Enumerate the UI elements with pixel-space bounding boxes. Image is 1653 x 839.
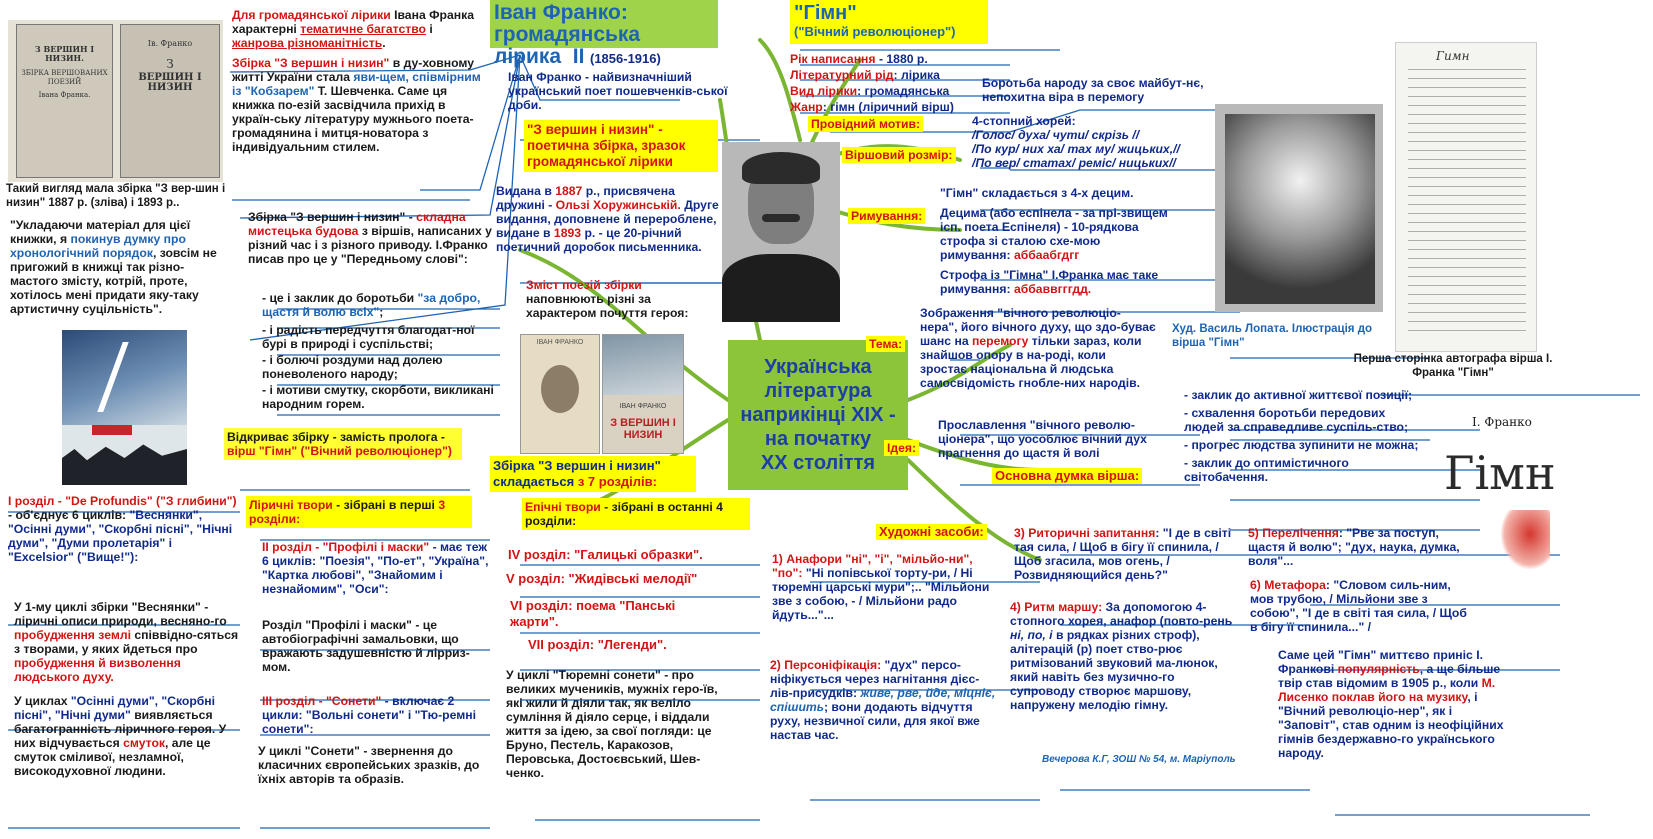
art1-a: 1) Анафори "ні", "і", "мільйо-ни", "по": [772,552,973,580]
rhyme2-c: аббаабгдгг [1013,248,1080,262]
art-3 [1014,526,1246,582]
franko-portrait [722,142,840,322]
theme-text [920,306,1156,390]
hymn-title-line1: "Гімн" [794,2,857,24]
author-signature: Вечерова К.Г, ЗОШ № 54, м. Маріуполь [1042,754,1236,765]
art6-a: 6) Метафора [1250,578,1326,592]
s2-b: - має теж 6 циклів: "Поезія", "По-ет", "Україна", "Картка любові", "Знайомим і незнайомим", "Оси": [262,540,489,596]
art2-b: "дух" персо-ніфікується через нагнітання дієс-лів-присудків: [770,658,980,700]
quote-b: покинув думку про хронологічний порядок [10,232,186,260]
fact-genre-label: Жанр [790,100,823,114]
book-caption: Такий вигляд мала збірка "З вер-шин і низин" 1887 р. (зліва) і 1893 р.. [6,183,226,209]
idea-text: Прославлення "вічного револю-ціонера", що уособлює вічний дух прагнення до щастя й волі [938,418,1147,460]
book2-preposition: З [166,57,174,71]
collection-def-l2: - поетична збірка, зразок громадянської лірики [527,122,686,169]
s1s-a: У 1-му циклі збірки "Веснянки" - [14,600,209,614]
autograph-caption: Перша сторінка автографа вірша І. Франка "Гімн" [1353,353,1553,379]
section-6: VI розділ: поема "Панські жарти". [510,598,676,629]
section-1-spring [14,600,242,684]
intro-p2d: Т. Шевченка. Саме ця книжка по-езій засвідчила прихід в україн-ську літературу мужнього поета-громадянина і митця-новатора з індивідуальним стилем. [232,84,474,154]
main-idea-1: - заклик до активної життєвої позиції; [1184,388,1413,402]
rhyme-1: "Гімн" складається з 4-х децим. [940,186,1134,200]
crowd-silhouette [62,440,187,485]
sections-a: Збірка "З вершин і низин" [493,458,661,473]
meter-line-2: /Голос/ духа/ чути/ скрізь // [972,128,1140,142]
main-idea-4: - заклик до оптимістичного світобачення. [1184,456,1349,484]
motive-text: Боротьба народу за своє майбут-нє, непохитна віра в перемогу [982,76,1204,104]
hymn-title-line2: ("Вічний революціонер") [794,24,956,39]
book-image-small-2 [602,334,684,454]
art-6 [1250,578,1475,634]
art-1 [772,552,998,622]
small-book1-portrait [541,365,579,413]
meter-text [972,114,1212,170]
franko-intro: Іван Франко - найвизначніший український поет пошевченків-ської доби. [508,70,728,112]
s1s-e: пробудження й визволення людського духу. [14,656,181,684]
art1-b: "Ні попівської торту-ри, / Ні тюремні царські мури";.. "Мільйони зве з собою, - / Мільйони радо йдуть..."... [772,566,990,622]
s1-a: І розділ - "De Profundis" ("З глибини") [8,494,237,508]
center-line-4: на початку [764,428,872,450]
section-2-desc: Розділ "Профілі і маски" - це автобіографічні замальовки, що вражають задушевністю й лірриз-мом. [262,618,470,674]
book-cover-1887 [16,24,113,178]
structure-c: з віршів, написаних у різний час і з різного приводу. І.Франко писав про це у "Передньому слові": [248,224,492,266]
small-book2-title: З ВЕРШИН І НИЗИН [610,417,676,441]
s1a-d: смуток [123,736,165,750]
art4-c: ні, по, і [1010,628,1053,642]
pub-g: р. - це 20-річний поетичний доробок письменника. [496,226,702,254]
book1-title: З ВЕРШИН І НИЗИН. [34,44,95,63]
autograph-title: Гимн [1436,49,1470,63]
prison-sonnets: У циклі "Тюремні сонети" - про великих мучеників, мужніх геро-їв, які жили й діяли так, як веліло сумління й діяло серце, і віддали життя за ідею, за свої погляди: це Бруно, Пестель, Каракозов, Перовська, Достоєвський, Шев-ченко. [506,668,718,780]
epic-works-box [522,498,750,530]
illustration-figure [1225,114,1375,304]
book2-author: Ів. Франко [147,39,193,48]
fame-d: М. Лисенко поклав його на музику [1278,676,1496,704]
s1-c: "Веснянки", "Осінні думи", "Скорбні пісні", "Нічні думи", "Думи пролетарія" і "Excelsior" ("Вище!"): [8,508,233,564]
art-label: Художні засоби: [876,524,987,540]
main-idea-list [1184,388,1422,484]
art2-a: 2) Персоніфікація: [770,658,882,672]
rhyme2-b: (або еспінела - за прі-звищем ісп. поета Еспінеля) - 10-рядкова строфа зі сталою схе-мою римування: [940,206,1168,262]
feeling-1b: "за добро, щастя й волю всіх" [262,291,481,319]
cover-title: Гімн [1444,446,1556,500]
section-3-desc: У циклі "Сонети" - звернення до класичних європейських зразків, до їхніх авторів та образів. [258,744,480,786]
art-2 [770,658,998,742]
meter-label: Віршовий розмір: [842,147,956,163]
intro-p1d: і [429,22,433,36]
art5-a: 5) Перелічення [1248,526,1339,540]
center-line-5: ХХ століття [760,452,876,474]
central-topic [728,340,908,490]
title-line2: громадянська лірика [494,23,641,68]
feelings-list [262,291,500,411]
feeling-1a: - це і заклик до боротьби [262,291,415,305]
art5-b: : "Рве за поступ, щастя й волю"; "дух, наука, думка, воля"... [1248,526,1460,568]
title-line1: Іван Франко: [494,1,628,24]
poster-illustration [62,330,187,485]
sections-b: складається [493,474,575,489]
autograph-page [1395,42,1537,352]
hymn-fame [1278,648,1512,760]
s1a-b: "Осінні думи", "Скорбні пісні", "Нічні думи" [14,694,216,722]
intro-p1c: тематичне багатство [300,22,426,36]
rhyme3-a: Строфа із "Гімна" І.Франка має таке римування: [940,268,1159,296]
fame-b: популярність [1337,662,1420,676]
autograph-handwriting [1408,69,1526,339]
lopata-illustration [1215,104,1383,312]
book-cover-1893 [120,24,220,178]
epic-b: - зібрані в останні 4 розділи: [525,500,723,528]
section-2 [262,540,490,596]
red-flag-icon [92,425,132,435]
pub-d: Ользі Хоружинській. [555,198,681,212]
art-4 [1010,600,1242,712]
intro-p2a: Збірка "З вершин і низин" [232,56,390,70]
s1s-b: ліричні описи природи, весняно-го [14,614,227,628]
s3-a: ІІІ розділ - "Сонети" [262,694,382,708]
fact-genus-value: : лірика [893,68,940,82]
content-heading [526,278,716,320]
publication-info [496,184,720,254]
art6-b: : "Словом силь-ним, мов трубою, / Мільйони зве з собою", "І де в світі тая сила, / Щоб в бігу її спинила..." / [1250,578,1467,634]
pub-e: Друге видання, доповнене й перероблене, видане в [496,198,719,240]
intro-text: Для громадянської лірики Івана Франка характерні тематичне багатство і жанрова різноманітність. Збірка "З вершин і низин" в ду-ховному житті України стала яви-щем, співмірним із "Кобзарем" Т. Шевченка. Саме ця книжка по-езій засвідчила прихід в україн-ську літературу мужнього поета-громадянина і митця-новатора з індивідуальним стилем. [232,8,481,154]
lyric-works-box [246,496,472,528]
meter-line-4: /По вер/ статах/ реміс/ ницьких// [972,156,1176,170]
center-line-2: література [764,380,872,402]
feeling-4: - і мотиви смутку, скорботи, викликані народним горем. [262,383,494,411]
content-b: наповнюють різні за характером почуття героя: [526,292,689,320]
book2-title: ВЕРШИН І НИЗИН [138,72,202,93]
small-book2-mountains [603,335,683,395]
book-image-small-1 [520,334,600,454]
main-idea-3: - прогрес людства зупинити не можна; [1184,438,1419,452]
s1s-d: співвідно-сяться з творами, у яких йдеться про [14,628,239,656]
quote-c: , зовсім не пригожий в книжці так різно-мастого змісту, котрій, проте, хотілось мені придати яку-таку артистичну суцільність". [10,246,217,316]
fame-a: Саме цей "Гімн" миттєво приніс І. Франкові [1278,648,1483,676]
idea-label: Ідея: [884,440,919,456]
sections-title [490,456,696,492]
intro-p2c: яви-щем, співмірним із "Кобзарем" [232,70,481,98]
rhyme2-a: Децима [940,206,987,220]
fact-kind-label: Вид лірики [790,84,858,98]
fact-genus-label: Літературний рід [790,68,894,82]
intro-p1b: Івана Франка характерні [232,8,474,36]
art2-d: ; вони додають відчуття руху, незвичної сили, для якої вже настав час. [770,700,980,742]
main-idea-2: - схвалення боротьби передових людей за справедливе суспіль-ство; [1184,406,1409,434]
structure-text [248,210,498,266]
lyric-c: 3 розділи: [249,498,446,526]
intro-p1a: Для громадянської лірики [232,8,391,22]
theme-b: перемогу [972,334,1029,348]
art4-a: 4) Ритм маршу: [1010,600,1103,614]
small-book2-author: ІВАН ФРАНКО [619,403,667,410]
fact-kind [790,84,949,98]
rhyme3-b: аббаввгггдд. [1013,282,1092,296]
prologue-a: Відкриває збірку - замість пролога - [227,430,445,444]
fact-year-value: - 1880 р. [878,52,928,66]
title-years: (1856-1916) [590,51,661,66]
center-line-3: наприкінці ХІХ - [740,404,896,426]
hymn-title [790,0,988,44]
section-1 [8,494,240,564]
cover-author: І. Франко [1472,415,1532,429]
feeling-1c: ; [379,305,384,319]
s2-a: ІІ розділ - "Профілі і маски" [262,540,430,554]
collection-def-l1: "З вершин і низин" [527,122,655,137]
art3-a: 3) Риторичні запитання [1014,526,1156,540]
rhyme-label: Римування: [848,208,925,224]
fact-year-label: Рік написання [790,52,876,66]
collection-definition-box [524,120,718,172]
section-1-autumn [14,694,242,778]
lyric-a: Ліричні твори [249,498,333,512]
feeling-3: - і болючі роздуми над долею поневоленого народу; [262,353,443,381]
portrait-hair [742,152,820,184]
main-idea-label: Основна думка вірша: [992,468,1142,484]
structure-b: складна мистецька будова [248,210,466,238]
prologue-box [224,428,462,460]
section-5: V розділ: "Жидівські мелодії" [506,571,698,586]
structure-a: Збірка "З вершин і низин" - [248,210,413,224]
prologue-b: вірш "Гімн" ("Вічний революціонер") [227,444,452,458]
art4-d: в рядках різних строф), алітерацій (р) поет ство-рює ритмізований звуковий ма-люнок, який навіть без музично-го супроводу створює маршову, напружену мелодію гімну. [1010,628,1218,712]
lyric-b: - зібрані в перші [336,498,435,512]
pub-b: 1887 [555,184,583,198]
title-num: ІІ [572,45,585,68]
s1a-c: виявляється багатогранність ліричного героя. У них відчувається [14,708,227,750]
section-4: IV розділ: "Галицькі образки". [508,547,703,562]
motive-label: Провідний мотив: [808,116,923,132]
s1a-e: , але це смуток сміливої, незламної, високодуховної людини. [14,736,211,778]
center-line-1: Українська [764,356,872,378]
art3-b: : "І де в світі тая сила, / Щоб в бігу її спинила, / Щоб згасила, мов огень, / Розвидняющийся день?" [1014,526,1232,582]
fact-kind-value: : громадянська [857,84,950,98]
fact-genre-value: : гімн (ліричний вірш) [822,100,954,114]
art4-b: За допомогою 4-стопного хорея, анафор (повто-рень [1010,600,1233,628]
s3-b: - включає 2 цикли: "Вольні сонети" і "Тю-ремні сонети": [262,694,476,736]
book1-author: Івана Франка. [38,91,91,99]
portrait-moustache [762,214,800,222]
book-covers-image [8,20,223,182]
rhyme-2 [940,206,1170,262]
book1-subtitle: ЗБІРКА ВЕРШОВАНИХ ПОЕЗИЙ [21,69,108,86]
quote-a: "Укладаючи матеріал для цієї книжки, я [10,218,191,246]
fact-year [790,52,928,66]
theme-label: Тема: [866,336,905,352]
section-7: VII розділ: "Легенди". [528,637,667,652]
rhyme-3 [940,268,1170,296]
theme-a: Зображення "вічного революціо-нера", його вічного духу, що здо-буває шанс на [920,306,1156,348]
s1a-a: У циклах [14,694,68,708]
s1s-c: пробудження землі [14,628,131,642]
foreword-quote [10,218,232,316]
feeling-2: - і радість передчуття благодат-ної бурі в природі і суспільстві; [262,323,475,351]
s1-b: - об'єднує 6 циклів: [8,508,127,522]
intro-p2b: в ду-ховному житті України стала [232,56,475,84]
portrait-coat [722,254,840,322]
epic-a: Епічні твори [525,500,601,514]
fact-genre [790,100,954,114]
fame-c: , а ще більше твір став відомим в 1905 р., коли [1278,662,1501,690]
small-book1-author: ІВАН ФРАНКО [536,339,584,346]
fact-genus [790,68,940,82]
feather-icon [1500,510,1550,570]
meter-line-3: /По кур/ них ха/ тах му/ жицьких,// [972,142,1180,156]
section-3 [262,694,490,736]
art2-c: живе, рве, йде, міцніє, спішить [770,686,996,714]
pub-a: Видана в [496,184,552,198]
pub-c: р., присвячена дружині - [496,184,675,212]
illustration-caption: Худ. Василь Лопата. Ілюстрація до вірша "Гімн" [1172,323,1373,349]
pub-f: 1893 [553,226,582,240]
sections-c: з 7 розділів: [577,474,657,489]
art-5 [1248,526,1473,568]
meter-line-1: 4-стопний хорей: [972,114,1076,128]
fame-e: , і "Вічний революціо-нер", як і "Заповіт", став одним із неофіційних гімнів бездержавно-го українського народу. [1278,690,1504,760]
theme-c: тільки зараз, коли знайшов опору в на-роді, коли зростає національна й людська самосвідомість гнобле-них народів. [920,334,1142,390]
intro-p1e: жанрова різноманітність [232,36,383,50]
content-a: Зміст поезій збірки [526,278,642,292]
